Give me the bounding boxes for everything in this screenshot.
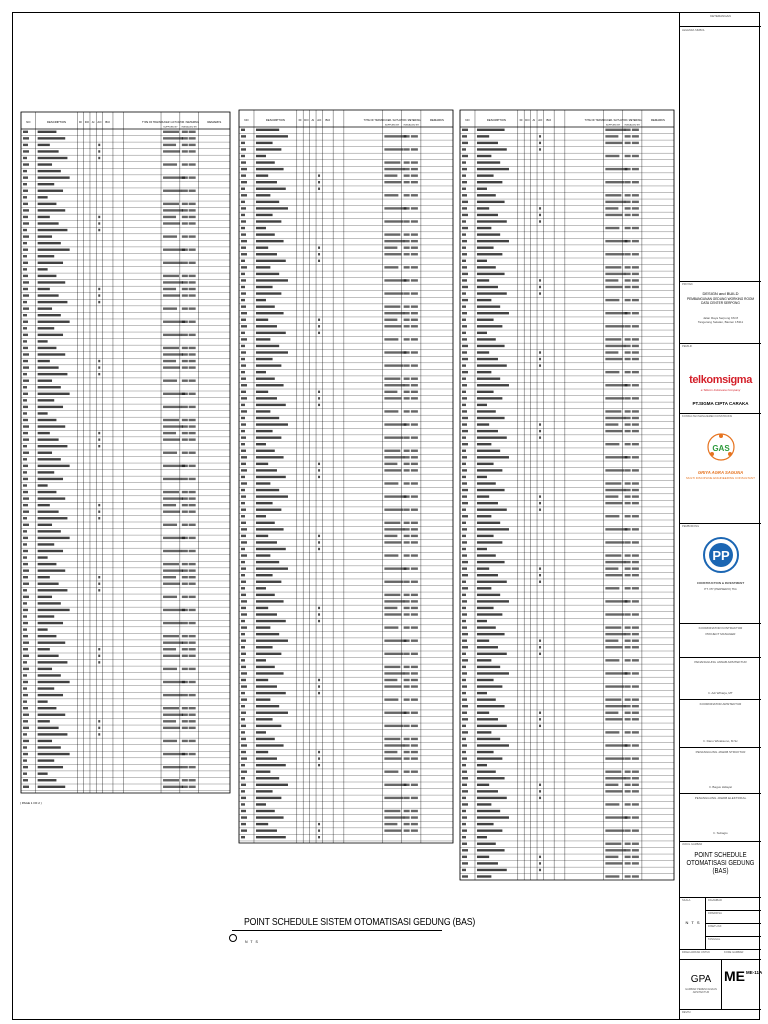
owner-company: PT.SIGMA CIPTA CARAKA <box>692 401 749 406</box>
code-box <box>680 950 761 1010</box>
table-header-label: TYPE OF TRANSDUCER / ACTUATOR / METERING <box>142 121 199 124</box>
drawing-title-underline <box>232 930 442 931</box>
drawing-scale: N T S <box>245 940 259 944</box>
table-header-label: DI <box>519 118 523 122</box>
consultant-box <box>680 414 761 524</box>
me-code: ME <box>724 968 745 984</box>
table-body-text-marks <box>462 129 639 878</box>
signature-block-4 <box>680 748 761 794</box>
table-header-label: NO <box>465 118 470 122</box>
signature-block-1 <box>680 624 761 658</box>
signature-block-5 <box>680 794 761 842</box>
revision-label: REVISI <box>682 1011 691 1014</box>
signatures-box <box>680 624 761 842</box>
table-subheader-installed: INSTALLED BY <box>403 124 419 127</box>
schedule-table-2-grid <box>239 110 453 843</box>
table-subheader-installed: INSTALLED BY <box>181 126 197 129</box>
table-body-text-marks <box>241 129 418 839</box>
owner-tagline: a Telkom Indonesia Company <box>700 388 741 392</box>
contractor-box <box>680 524 761 624</box>
signature-role-2: PENANGGUNG JAWAB ARSITEKTUR <box>694 660 747 664</box>
pp-logo-icon <box>702 536 740 574</box>
table-page-note: ( PAGE 1 OF 2 ) <box>20 801 42 805</box>
consultant-tagline: MULTI DISCIPLINE ENGINEERING CONSULTANT <box>686 476 755 480</box>
signature-block-2 <box>680 658 761 700</box>
signature-name-1: PROJECT MANAGER <box>705 632 736 636</box>
schedule-table-3-grid <box>460 110 674 880</box>
table-header-label: DESCRIPTION <box>46 120 67 124</box>
table-subheader-supplied: SUPPLIED BY <box>605 124 621 127</box>
signature-role-1: KOORDINATOR KONTRAKTOR <box>698 626 743 630</box>
project-address-line-1: Jalan Raya Serpong KM 8 <box>702 316 739 320</box>
table-header-label: BCI <box>546 118 552 122</box>
sheet-title-box <box>680 842 761 898</box>
table-header-label: DO <box>304 118 309 122</box>
drawn-label: DIGAMBAR <box>708 899 722 902</box>
table-header-label: REMARKS <box>430 118 444 122</box>
checked-label: DIPERIKSA <box>708 912 722 915</box>
approved-cell <box>706 924 761 937</box>
table-header-label: DO <box>525 118 530 122</box>
signature-name-2: Ir. Adi Wiharja, MT <box>708 691 733 695</box>
keterangan-heading: KETERANGAN <box>710 14 731 18</box>
schedule-table-1-grid <box>21 112 230 793</box>
project-label: PROYEK <box>682 283 693 286</box>
table-header-label: AI <box>91 120 95 124</box>
signature-role-4: PENANGGUNG JAWAB STRUKTUR <box>695 750 746 754</box>
contractor-tagline: CONSTRUCTION & INVESTMENT <box>696 581 745 585</box>
date-cell <box>706 937 761 950</box>
signature-name-5: Ir. Subagio <box>713 831 728 835</box>
sheet-number: ME-11A <box>746 970 763 975</box>
project-name <box>680 292 761 306</box>
schedule-table-3 <box>460 110 674 880</box>
table-header-label: NO <box>26 120 31 124</box>
table-grid-lines <box>21 112 230 793</box>
discipline-label: DIKELUARKAN UNTUK <box>682 951 710 954</box>
table-header-label: REMARKS <box>207 120 222 124</box>
project-box <box>680 282 761 344</box>
signature-name-4: Ir. Bagus Hidayat <box>709 785 732 789</box>
checked-cell <box>706 911 761 924</box>
project-name-line-2: PEMBANGUNAN GEDUNG WORKING ROOM <box>686 296 755 301</box>
table-header-label: DESCRIPTION <box>486 118 506 122</box>
table-header-label: DO <box>84 120 89 124</box>
table-header-label: REMARKS <box>651 118 665 122</box>
section-marker-icon <box>229 934 237 942</box>
table-subheader-supplied: SUPPLIED BY <box>384 124 400 127</box>
table-header-label: DI <box>79 120 82 124</box>
signature-role-3: KOORDINATOR ARSITEKTUR <box>699 702 742 706</box>
drawn-cell <box>706 898 761 911</box>
table-subheader-installed: INSTALLED BY <box>624 124 640 127</box>
revision-box <box>680 1010 761 1020</box>
project-address <box>680 317 761 324</box>
contractor-label: PEMBORONG <box>682 525 700 528</box>
scale-label: SKALA <box>682 899 691 902</box>
table-header-label: AO <box>317 118 322 122</box>
table-header-label: TYPE OF TRANSDUCER / ACTUATOR / METERING <box>584 119 642 122</box>
table-grid-lines <box>460 110 674 880</box>
table-header-label: TYPE OF TRANSDUCER / ACTUATOR / METERING <box>363 119 421 122</box>
table-header-label: DESCRIPTION <box>265 118 285 122</box>
owner-label: PEMILIK <box>682 345 693 348</box>
table-header-label: AI <box>532 118 536 122</box>
table-header-label: AO <box>538 118 543 122</box>
discipline-code: GPA <box>690 974 712 985</box>
sheet-title <box>686 852 755 876</box>
signature-name-3: Ir. Danu Wicaksono, M.Sc <box>703 739 738 743</box>
project-name-line-3: DATA CENTER SERPONG <box>701 301 740 306</box>
table-subheader-supplied: SUPPLIED BY <box>163 126 178 129</box>
signature-block-3 <box>680 700 761 748</box>
svg-text:PP: PP <box>712 548 730 563</box>
gas-logo-icon <box>706 432 736 462</box>
project-name-line-1: DESIGN and BUILD <box>702 291 739 296</box>
scale-cell <box>680 898 706 950</box>
scale-value: N T S <box>685 920 701 925</box>
consultant-label: KONSULTAN MANAJEMEN KONSTRUKSI <box>682 415 733 418</box>
sheet-title-label: JUDUL GAMBAR <box>682 843 703 846</box>
discipline-subtitle: GAMBAR PERENCANAAN ARSITEKTUR <box>685 988 717 994</box>
legend-label: LEGENDA SIMBOL <box>682 29 705 32</box>
table-header-label: DI <box>298 118 302 122</box>
table-header-label: AO <box>97 120 102 124</box>
table-header-label: BCI <box>325 118 331 122</box>
signature-role-5: PENANGGUNG JAWAB ELEKTRIKAL <box>694 796 747 800</box>
sheet-title-line-2: OTOMATISASI GEDUNG (BAS) <box>686 860 755 875</box>
title-block <box>679 12 763 1020</box>
keterangan-box <box>680 12 761 282</box>
scale-box <box>680 898 761 950</box>
drawing-title: POINT SCHEDULE SISTEM OTOMATISASI GEDUNG (BAS) <box>244 916 476 928</box>
owner-box <box>680 344 761 414</box>
svg-text:GAS: GAS <box>712 444 730 453</box>
date-label: TANGGAL <box>708 938 721 941</box>
project-address-line-2: Tangerang Selatan, Banten 15311 <box>697 319 744 324</box>
telkomsigma-logo: telkomsigma <box>689 374 752 386</box>
sheet-title-line-1: POINT SCHEDULE <box>694 852 747 859</box>
approved-label: DISETUJUI <box>708 925 722 928</box>
consultant-name: GRIYA AGRA SAGUNA <box>697 470 744 475</box>
code-label: KODE GAMBAR <box>724 951 744 954</box>
table-header-label: AI <box>311 118 315 122</box>
schedule-table-1 <box>21 112 230 793</box>
schedule-table-2 <box>239 110 453 843</box>
table-header-label: NO <box>244 118 249 122</box>
contractor-company: PT. PP (PERSERO) Tbk <box>704 587 737 591</box>
table-header-label: BCI <box>105 120 111 124</box>
table-body-text-marks <box>23 131 196 788</box>
